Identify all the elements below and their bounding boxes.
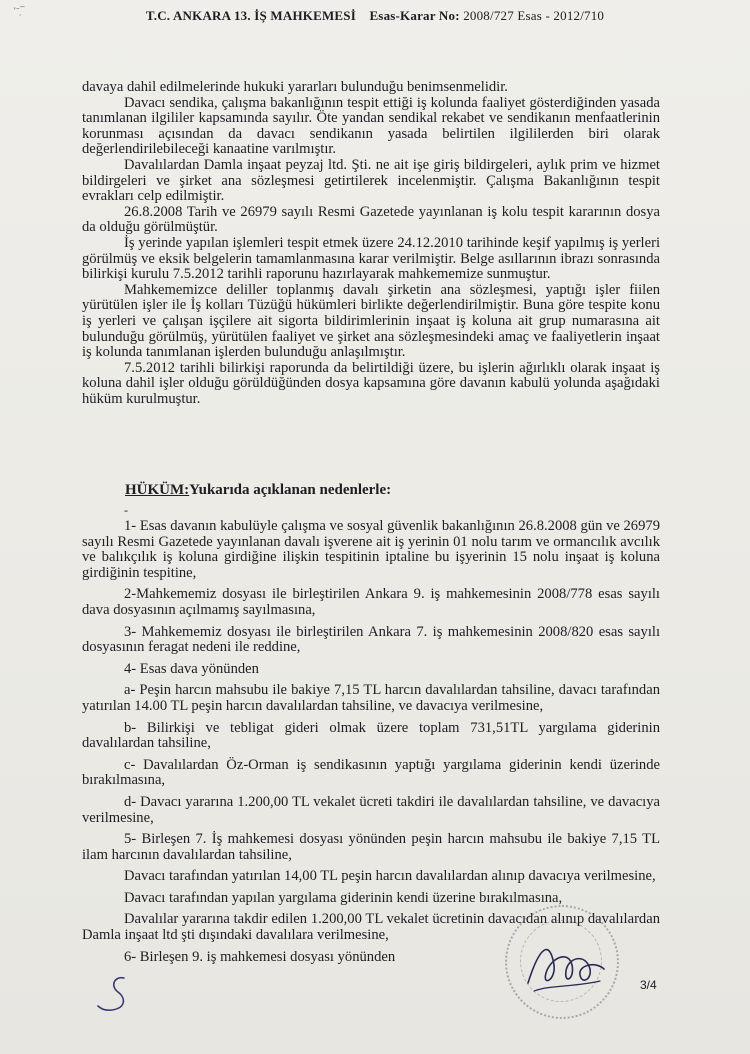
handwritten-mark-icon <box>92 972 142 1022</box>
verdict-item: 3- Mahkememiz dosyası ile birleştirilen Ankara 7. iş mahkemesinin 2008/820 esas sayılı dosyasının feragat nedeni ile reddine, <box>82 623 660 656</box>
verdict-item: Davacı tarafından yapılan yargılama giderinin kendi üzerine bırakılmasına, <box>124 889 563 906</box>
verdict-item: d- Davacı yararına 1.200,00 TL vekalet ücreti takdiri ile davalılardan tahsiline, ve davacıya verilmesine, <box>82 793 660 826</box>
paragraph: davaya dahil edilmelerinde hukuki yararları bulunduğu benimsenmelidir. <box>82 79 508 95</box>
verdict-item: 1- Esas davanın kabulüyle çalışma ve sosyal güvenlik bakanlığının 26.8.2008 gün ve 26979 sayılı Resmi Gazetede yayınlanan davalı işverene ait iş yerinin 01 nolu tarım ve ormancılık avcılık ve balıkçılık iş koluna girdiğine ilişkin tespitinin iptaline bu işyerinin 15 nolu inşaat iş koluna girdiğinin tespitine, <box>82 518 660 581</box>
page-number: 3/4 <box>640 978 657 992</box>
document-header <box>0 8 750 24</box>
verdict-item: 2-Mahkememiz dosyası ile birleştirilen Ankara 9. iş mahkemesinin 2008/778 esas sayılı dava dosyasının açılmamış sayılmasına, <box>82 586 660 618</box>
header-marks: ' ̄ ̣ ̅ <box>14 6 23 16</box>
verdict-heading-text: Yukarıda açıklanan nedenlerle: <box>189 482 392 498</box>
dash-mark: - <box>124 503 128 517</box>
verdict-section <box>82 519 660 971</box>
court-name: T.C. ANKARA 13. İŞ MAHKEMESİ <box>145 8 356 23</box>
paragraph: Mahkememizce deliller toplanmış davalı şirketin ana sözleşmesi, yaptığı işler fiilen yürütülen işler ile İş kolları Tüzüğü hükümleri birlikte değerlendirilmiştir. Buna göre tespite konu iş yerleri ve çalışan işçilere ait sigorta bildirimlerinin inşaat iş koluna ait grup numarasına ait bulunduğu görülmüş, yürütülen faaliyet ve şirket ana sözleşmesindeki amaç ve faaliyetlerin inşaat iş kolunda tanımlanan işlerden bulunduğu anlaşılmıştır. <box>82 281 660 361</box>
verdict-item: Davalılar yararına takdir edilen 1.200,00 TL vekalet ücretinin davacıdan alınıp davalılardan Damla inşaat ltd şti dışındaki davalılara verilmesine, <box>82 911 660 944</box>
verdict-item: Davacı tarafından yatırılan 14,00 TL peşin harcın davalılardan alınıp davacıya verilmesine, <box>124 868 656 885</box>
esas-karar-label: Esas-Karar No: <box>369 8 460 23</box>
verdict-heading <box>125 482 391 499</box>
verdict-heading-label: HÜKÜM: <box>125 482 190 498</box>
paragraph: 7.5.2012 tarihli bilirkişi raporunda da belirtildiği üzere, bu işlerin ağırlıklı olarak inşaat iş koluna dahil işler olduğu görüldüğünden dosya kapsamına göre davanın kabulü yolunda aşağıdaki hüküm kurulmuştur. <box>82 359 660 407</box>
verdict-item: 6- Birleşen 9. iş mahkemesi dosyası yönünden <box>124 948 396 965</box>
paragraph: İş yerinde yapılan işlemleri tespit etmek üzere 24.12.2010 tarihinde keşif yapılmış iş yerleri görülmüş ve eksik belgelerin tamamlanmasına karar verilmiştir. Belge asıllarının ibrazı sonrasında bilirkişi kurulu 7.5.2012 tarihli raporunu hazırlayarak mahkememize sunmuştur. <box>82 234 660 283</box>
verdict-item: 5- Birleşen 7. İş mahkemesi dosyası yönünden peşin harcın mahsubu ile bakiye 7,15 TL ilam harcının davalılardan tahsiline, <box>82 831 660 863</box>
paragraph: Davacı sendika, çalışma bakanlığının tespit ettiği iş kolunda faaliyet gösterdiğinden yasada tanımlanan ilgililer kapsamında sayılır. Öte yandan sendikal rekabet ve sendikanın menfaatlerinin korunması açısından da davacı sendikanın yasada belirtilen ilgililerden biri olarak değerlendirilebileceği kanaatine varılmıştır. <box>82 94 660 158</box>
verdict-item: a- Peşin harcın mahsubu ile bakiye 7,15 TL harcın davalılardan tahsiline, davacı tarafından yatırılan 14.00 TL peşin harcın davalılardan tahsiline, ve davacıya verilmesine, <box>82 682 660 714</box>
verdict-item: b- Bilirkişi ve tebligat gideri olmak üzere toplam 731,51TL yargılama giderinin davalılardan tahsiline, <box>82 719 660 752</box>
paragraph: 26.8.2008 Tarih ve 26979 sayılı Resmi Gazetede yayınlanan iş kolu tespit kararının dosya da olduğu görülmüştür. <box>82 203 660 236</box>
paragraph: Davalılardan Damla inşaat peyzaj ltd. Şti. ne ait işe giriş bildirgeleri, aylık prim ve hizmet bildirgeleri ve şirket ana sözleşmesi getirtilerek incelenmiştir. Çalışma Bakanlığının tespit evrakları celp edilmiştir. <box>82 156 660 205</box>
reasoning-section <box>82 80 660 407</box>
esas-karar-value: 2008/727 Esas - 2012/710 <box>463 8 605 23</box>
verdict-item: c- Davalılardan Öz-Orman iş sendikasının yaptığı yargılama giderinin kendi üzerinde bırakılmasına, <box>82 756 660 789</box>
signature-icon <box>520 935 610 1005</box>
verdict-item: 4- Esas dava yönünden <box>124 660 259 677</box>
